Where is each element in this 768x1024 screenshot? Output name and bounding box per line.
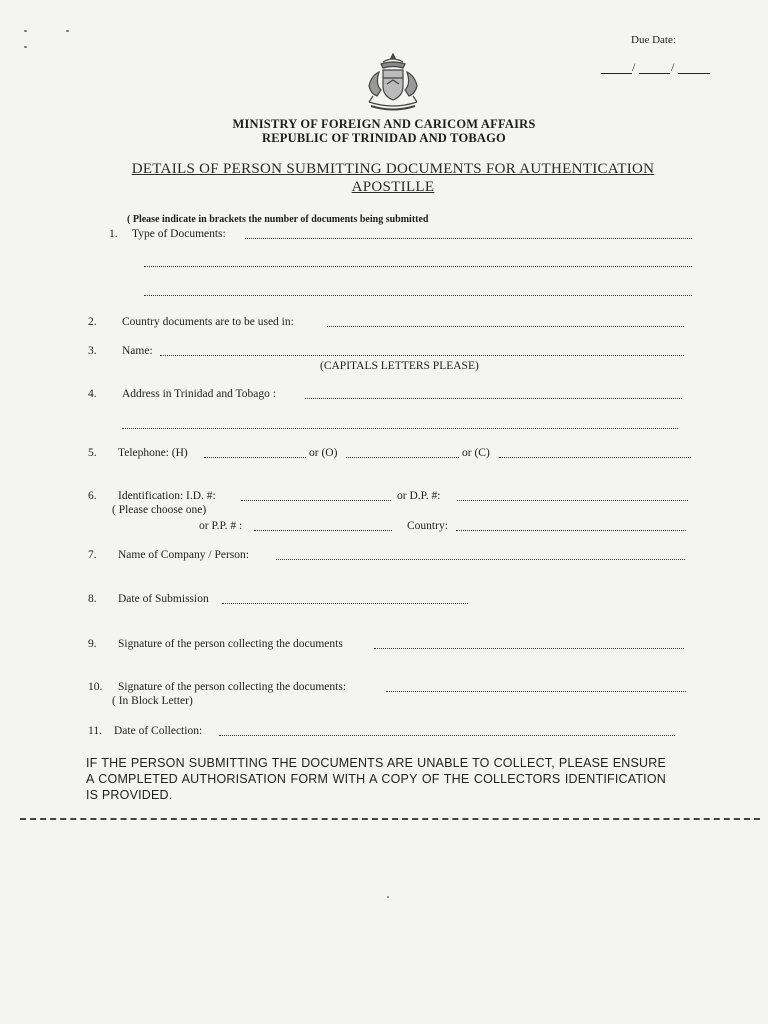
field-4-number: 4. <box>88 388 97 400</box>
pp-label: or P.P. # : <box>199 520 243 532</box>
field-9-number: 9. <box>88 638 97 650</box>
dp-number-field[interactable] <box>457 500 688 501</box>
field-2-number: 2. <box>88 316 97 328</box>
field-10-number: 10. <box>88 681 103 693</box>
field-7-number: 7. <box>88 549 97 561</box>
dp-label: or D.P. #: <box>397 490 441 502</box>
block-letter-field[interactable] <box>386 691 686 692</box>
pp-number-field[interactable] <box>254 530 392 531</box>
scan-speck <box>387 896 389 898</box>
capitals-note: (CAPITALS LETTERS PLEASE) <box>320 360 479 372</box>
field-5-number: 5. <box>88 447 97 459</box>
telephone-home-field[interactable] <box>204 457 306 458</box>
field-1-number: 1. <box>109 228 118 240</box>
republic-heading: REPUBLIC OF TRINIDAD AND TOBAGO <box>262 131 506 145</box>
scan-speck <box>24 46 27 48</box>
instruction-text: ( Please indicate in brackets the number of documents being submitted <box>127 214 429 225</box>
form-title: DETAILS OF PERSON SUBMITTING DOCUMENTS FOR AUTHENTICATION <box>131 161 655 177</box>
field-6-number: 6. <box>88 490 97 502</box>
submission-date-field[interactable] <box>222 603 468 604</box>
field-1-label: Type of Documents: <box>132 228 226 240</box>
submission-date-label: Date of Submission <box>118 593 209 605</box>
signature-label: Signature of the person collecting the documents <box>118 638 343 650</box>
type-of-documents-field[interactable] <box>245 238 692 239</box>
field-8-number: 8. <box>88 593 97 605</box>
telephone-cell-field[interactable] <box>499 457 691 458</box>
choose-one-note: ( Please choose one) <box>112 504 207 516</box>
field-4-label: Address in Trinidad and Tobago : <box>122 388 276 400</box>
identification-label: Identification: I.D. #: <box>118 490 216 502</box>
form-page: Due Date: / / MINISTRY OF FOREIGN AND CARICOM AFFAIRS REPUBLIC OF TRINIDAD AND TOBAGO DETAILS OF PERSON SUBMITTING DOCUMENTS FOR AUTHENTICATION APOSTILLE ( Please indicate in brackets the number of documents being submitted 1. Type of Documents: 2. Country documents are to be used in: 3. Name: (CAPITALS LETTERS PLEASE) 4. Address in Trinidad and Tobago : 5. Telephone: (H) or (O) or (C) 6. Identification: I.D. #: or D.P. #: ( Please choose one) or P.P. # : Country: 7. Name of Company / Person: 8. Date of Submission 9. Signature of the person collecting the documents 10. Signature of the person collecting the documents: ( In Block Letter) 11. Date of Collection: IF THE PERSON SUBMITTING THE DOCUMENTS ARE UNABLE TO COLLECT, PLEASE ENSURE A COMPLETED AUTHORISATION FORM WITH A COPY OF THE COLLECTORS IDENTIFICATION IS PROVIDED. <box>0 0 768 1024</box>
field-3-number: 3. <box>88 345 97 357</box>
field-2-label: Country documents are to be used in: <box>122 316 294 328</box>
type-of-documents-field-3[interactable] <box>144 295 692 296</box>
telephone-office-field[interactable] <box>346 457 459 458</box>
country-label: Country: <box>407 520 448 532</box>
telephone-cell-label: or (C) <box>462 447 490 459</box>
field-11-number: 11. <box>88 725 102 737</box>
country-used-in-field[interactable] <box>327 326 684 327</box>
ministry-heading: MINISTRY OF FOREIGN AND CARICOM AFFAIRS <box>232 117 536 131</box>
scan-speck <box>66 30 69 32</box>
coat-of-arms-icon <box>361 52 425 114</box>
collection-date-label: Date of Collection: <box>114 725 203 737</box>
scan-speck <box>24 30 27 32</box>
type-of-documents-field-2[interactable] <box>144 266 692 267</box>
address-field[interactable] <box>305 398 682 399</box>
telephone-label: Telephone: (H) <box>118 447 188 459</box>
due-date-label: Due Date: <box>631 34 676 46</box>
collection-notice: IF THE PERSON SUBMITTING THE DOCUMENTS ARE UNABLE TO COLLECT, PLEASE ENSURE A COMPLETED AUTHORISATION FORM WITH A COPY OF THE COLLECTORS IDENTIFICATION IS PROVIDED. <box>86 756 666 802</box>
form-subtitle: APOSTILLE <box>351 179 435 195</box>
name-field[interactable] <box>160 355 684 356</box>
signature-field[interactable] <box>374 648 684 649</box>
telephone-office-label: or (O) <box>309 447 338 459</box>
address-field-2[interactable] <box>122 428 678 429</box>
block-letter-label: Signature of the person collecting the documents: <box>118 681 347 693</box>
id-number-field[interactable] <box>241 500 391 501</box>
field-3-label: Name: <box>122 345 153 357</box>
block-letter-note: ( In Block Letter) <box>112 695 193 707</box>
company-label: Name of Company / Person: <box>118 549 249 561</box>
company-field[interactable] <box>276 559 685 560</box>
collection-date-field[interactable] <box>219 735 675 736</box>
country-field[interactable] <box>456 530 686 531</box>
cut-line <box>20 818 760 820</box>
